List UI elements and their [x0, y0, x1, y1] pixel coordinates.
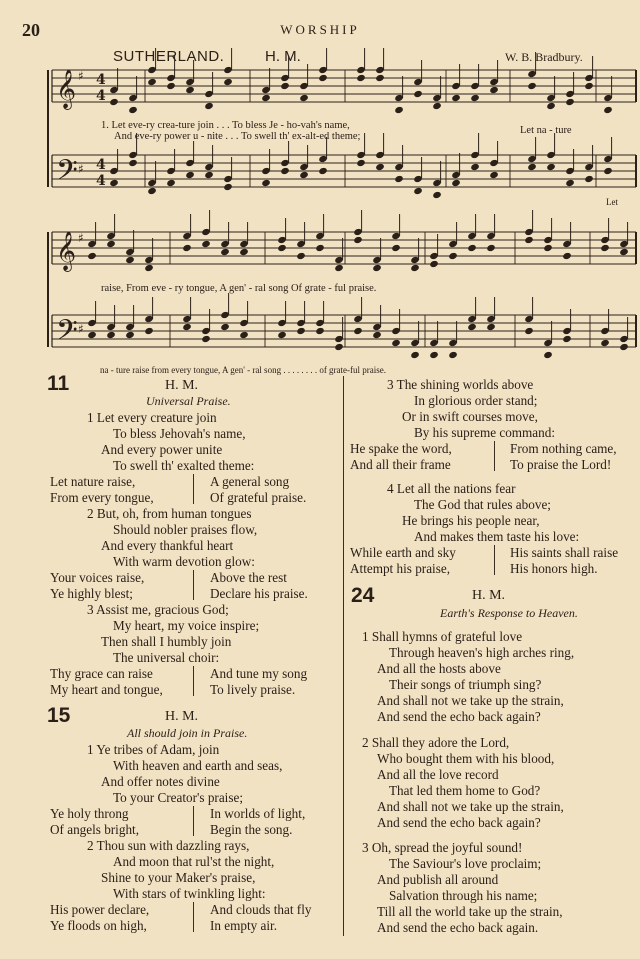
- hymn-line: 3 Assist me, gracious God;: [87, 602, 229, 617]
- hymn-line: To your Creator's praise;: [113, 790, 243, 805]
- hymn-line: Declare his praise.: [210, 586, 308, 601]
- note-head: [391, 244, 401, 252]
- hymn-line: To lively praise.: [210, 682, 296, 697]
- hymn-line: With stars of twinkling light:: [113, 886, 266, 901]
- note-head: [318, 74, 328, 82]
- hymn-line: And send the echo back again.: [377, 920, 539, 935]
- note-head: [166, 179, 176, 187]
- hymn-line: His honors high.: [510, 561, 598, 576]
- note-head: [562, 335, 572, 343]
- couplet-divider: [193, 806, 194, 836]
- hymn-line: Of grateful praise.: [210, 490, 307, 505]
- note-head: [413, 187, 423, 195]
- hymn-line: Let nature raise,: [50, 474, 136, 489]
- hymn-line: My heart and tongue,: [50, 682, 163, 697]
- note-head: [448, 252, 458, 260]
- hymn-line: He brings his people near,: [402, 513, 540, 528]
- hymn-line: And tune my song: [210, 666, 308, 681]
- hymn-line: Begin the song.: [210, 822, 293, 837]
- note-head: [565, 179, 575, 187]
- note-head: [87, 252, 97, 260]
- note-head: [467, 323, 477, 331]
- hymn-line: Ye holy throng: [50, 806, 129, 821]
- key-signature: ♯: [78, 322, 84, 336]
- note-head: [334, 343, 344, 351]
- hymn-meter: H. M.: [472, 588, 506, 603]
- hymn-line: And offer notes divine: [101, 774, 220, 789]
- hymn-line: His power declare,: [50, 902, 150, 917]
- hymn-line: Ye floods on high,: [50, 918, 147, 933]
- note-head: [128, 159, 138, 167]
- hymn-line: And every thankful heart: [101, 538, 234, 553]
- hymn-line: 1 Let every creature join: [87, 410, 217, 425]
- note-head: [356, 159, 366, 167]
- hymn-line: Salvation through his name;: [389, 888, 538, 903]
- note-head: [467, 244, 477, 252]
- note-head: [182, 244, 192, 252]
- tune-meter: H. M.: [265, 48, 301, 65]
- couplet-divider: [193, 474, 194, 504]
- note-head: [318, 167, 328, 175]
- note-head: [280, 82, 290, 90]
- note-head: [220, 248, 230, 256]
- note-head: [185, 86, 195, 94]
- hymn-line: The Saviour's love proclaim;: [389, 856, 542, 871]
- hymn-line: The universal choir:: [113, 650, 220, 665]
- hymn-line: My heart, my voice inspire;: [113, 618, 260, 633]
- hymn-line: Till all the world take up the strain,: [377, 904, 563, 919]
- note-head: [182, 323, 192, 331]
- score-lyrics-verse-a: 1. Let eve-ry crea-ture join . . . To bless Je - ho-vah's name,: [101, 120, 350, 131]
- hymn-line: From nothing came,: [510, 441, 617, 456]
- clef-symbol: 𝄢: [56, 154, 78, 194]
- couplet-divider: [193, 666, 194, 696]
- time-signature: 4: [96, 173, 106, 189]
- note-head: [261, 94, 271, 102]
- key-signature: ♯: [78, 231, 84, 245]
- note-head: [125, 256, 135, 264]
- note-head: [239, 248, 249, 256]
- hymn-line: With warm devotion glow:: [113, 554, 255, 569]
- score-lyrics-refrain: Let na - ture: [520, 125, 572, 136]
- note-head: [543, 244, 553, 252]
- hymn-line: Through heaven's high arches ring,: [389, 645, 575, 660]
- note-head: [334, 264, 344, 272]
- note-head: [125, 331, 135, 339]
- note-head: [524, 327, 534, 335]
- clef-symbol: 𝄞: [56, 69, 77, 109]
- note-head: [391, 339, 401, 347]
- hymn-line: And shall not we take up the strain,: [377, 799, 564, 814]
- note-head: [619, 343, 629, 351]
- note-head: [166, 82, 176, 90]
- note-head: [223, 183, 233, 191]
- note-head: [239, 331, 249, 339]
- couplet-divider: [494, 441, 495, 471]
- note-head: [353, 236, 363, 244]
- clef-symbol: 𝄢: [56, 314, 78, 354]
- hymn-line: And all their frame: [350, 457, 451, 472]
- note-head: [147, 187, 157, 195]
- key-signature: ♯: [78, 162, 84, 176]
- note-head: [223, 78, 233, 86]
- note-head: [565, 98, 575, 106]
- hymn-line: 2 Shall they adore the Lord,: [362, 735, 510, 750]
- note-head: [144, 264, 154, 272]
- hymn-line: Who bought them with his blood,: [377, 751, 555, 766]
- note-head: [106, 331, 116, 339]
- note-head: [87, 331, 97, 339]
- couplet-divider: [494, 545, 495, 575]
- note-head: [486, 323, 496, 331]
- hymn-line: With heaven and earth and seas,: [113, 758, 283, 773]
- note-head: [185, 171, 195, 179]
- note-head: [546, 102, 556, 110]
- hymn-line: To praise the Lord!: [510, 457, 612, 472]
- hymn-line: His saints shall raise: [510, 545, 619, 560]
- hymn-line: Your voices raise,: [50, 570, 145, 585]
- note-head: [375, 163, 385, 171]
- note-head: [315, 327, 325, 335]
- music-score: [0, 0, 640, 380]
- composer: W. B. Bradbury.: [505, 50, 583, 64]
- note-head: [280, 167, 290, 175]
- note-head: [486, 244, 496, 252]
- time-signature: 4: [96, 72, 106, 88]
- note-head: [109, 98, 119, 106]
- note-head: [543, 351, 553, 359]
- page-number: 20: [22, 20, 40, 40]
- note-head: [524, 236, 534, 244]
- hymn-line: And publish all around: [377, 872, 499, 887]
- note-head: [448, 351, 458, 359]
- hymn-line: That led them home to God?: [389, 783, 541, 798]
- note-head: [106, 240, 116, 248]
- hymn-line: In empty air.: [210, 918, 278, 933]
- note-head: [296, 327, 306, 335]
- hymn-line: Of angels bright,: [50, 822, 139, 837]
- note-head: [394, 175, 404, 183]
- hymn-line: 3 The shining worlds above: [387, 377, 534, 392]
- note-head: [600, 244, 610, 252]
- hymn-number: 24: [351, 584, 375, 607]
- note-head: [489, 171, 499, 179]
- hymn-line: And all the hosts above: [377, 661, 501, 676]
- note-head: [277, 331, 287, 339]
- score-bass-lyrics-line2: na - ture raise from every tongue, A gen' - ral song . . . . . . . . of grate-ful praise.: [100, 365, 387, 375]
- time-signature: 4: [96, 157, 106, 173]
- key-signature: ♯: [78, 69, 84, 83]
- note-head: [619, 248, 629, 256]
- hymn-line: 1 Ye tribes of Adam, join: [87, 742, 220, 757]
- note-head: [600, 339, 610, 347]
- note-head: [261, 179, 271, 187]
- hymn-line: And shall not we take up the strain,: [377, 693, 564, 708]
- note-head: [375, 74, 385, 82]
- hymn-line: 1 Shall hymns of grateful love: [362, 629, 523, 644]
- hymn-line: The God that rules above;: [414, 497, 551, 512]
- hymn-title: Universal Praise.: [146, 394, 231, 408]
- note-head: [527, 82, 537, 90]
- note-head: [432, 102, 442, 110]
- note-head: [109, 179, 119, 187]
- note-head: [410, 351, 420, 359]
- hymn-line: Ye highly blest;: [50, 586, 133, 601]
- note-head: [432, 191, 442, 199]
- note-head: [201, 240, 211, 248]
- note-head: [603, 106, 613, 114]
- hymn-line: Their songs of triumph sing?: [389, 677, 542, 692]
- hymn-line: He spake the word,: [350, 441, 452, 456]
- running-title: WORSHIP: [280, 22, 360, 37]
- note-head: [204, 102, 214, 110]
- note-head: [299, 94, 309, 102]
- note-head: [429, 260, 439, 268]
- hymn-number: 11: [47, 372, 70, 395]
- hymn-line: A general song: [210, 474, 290, 489]
- note-head: [144, 327, 154, 335]
- note-head: [527, 163, 537, 171]
- note-head: [220, 323, 230, 331]
- note-head: [413, 90, 423, 98]
- hymn-line: 2 Thou sun with dazzling rays,: [87, 838, 250, 853]
- note-head: [584, 82, 594, 90]
- hymn-line: Shine to your Maker's praise,: [101, 870, 256, 885]
- hymn-line: 2 But, oh, from human tongues: [87, 506, 252, 521]
- hymn-line: Above the rest: [210, 570, 287, 585]
- hymn-line: And all the love record: [377, 767, 499, 782]
- hymn-meter: H. M.: [165, 378, 199, 393]
- note-head: [204, 171, 214, 179]
- hymn-line: And send the echo back again?: [377, 815, 541, 830]
- hymn-line: To bless Jehovah's name,: [113, 426, 246, 441]
- note-head: [470, 163, 480, 171]
- hymn-line: By his supreme command:: [414, 425, 556, 440]
- couplet-divider: [193, 902, 194, 932]
- note-head: [394, 106, 404, 114]
- note-head: [562, 252, 572, 260]
- hymn-line: In worlds of light,: [210, 806, 306, 821]
- score-lyrics-verse-b: And eve-ry power u - nite . . . To swell th' ex-alt-ed theme;: [114, 131, 361, 142]
- note-head: [451, 179, 461, 187]
- note-head: [277, 244, 287, 252]
- hymn-line: Or in swift courses move,: [402, 409, 538, 424]
- column-divider: [343, 376, 344, 936]
- hymn-number: 15: [47, 704, 71, 727]
- couplet-divider: [193, 570, 194, 600]
- hymn-title: All should join in Praise.: [127, 726, 248, 740]
- note-head: [353, 327, 363, 335]
- tune-name: SUTHERLAND.: [113, 48, 225, 65]
- hymn-line: And makes them taste his love:: [414, 529, 580, 544]
- hymn-line: In glorious order stand;: [414, 393, 538, 408]
- score-bass-let: Let: [606, 197, 618, 207]
- hymn-line: 4 Let all the nations fear: [387, 481, 516, 496]
- hymn-meter: H. M.: [165, 709, 199, 724]
- hymn-line: And moon that rul'st the night,: [113, 854, 275, 869]
- hymn-line: And every power unite: [101, 442, 223, 457]
- clef-symbol: 𝄞: [56, 231, 77, 271]
- note-head: [201, 335, 211, 343]
- hymn-line: And send the echo back again?: [377, 709, 541, 724]
- note-head: [128, 106, 138, 114]
- note-head: [489, 86, 499, 94]
- note-head: [299, 171, 309, 179]
- note-head: [147, 78, 157, 86]
- note-head: [470, 94, 480, 102]
- hymn-line: From every tongue,: [50, 490, 154, 505]
- hymn-line: And clouds that fly: [210, 902, 312, 917]
- time-signature: 4: [96, 88, 106, 104]
- hymn-line: 3 Oh, spread the joyful sound!: [362, 840, 523, 855]
- note-head: [584, 175, 594, 183]
- hymn-line: To swell th' exalted theme:: [113, 458, 255, 473]
- note-head: [296, 252, 306, 260]
- score-lyrics-line2: raise, From eve - ry tongue, A gen' - ral song Of grate - ful praise.: [101, 283, 377, 294]
- hymn-line: Attempt his praise,: [350, 561, 450, 576]
- note-head: [356, 74, 366, 82]
- note-head: [372, 331, 382, 339]
- note-head: [546, 163, 556, 171]
- note-head: [603, 167, 613, 175]
- hymn-line: Should nobler praises flow,: [113, 522, 258, 537]
- hymn-line: While earth and sky: [350, 545, 456, 560]
- note-head: [410, 264, 420, 272]
- hymn-line: Thy grace can raise: [50, 666, 153, 681]
- hymn-title: Earth's Response to Heaven.: [440, 606, 578, 620]
- hymn-line: Then shall I humbly join: [101, 634, 232, 649]
- note-head: [451, 94, 461, 102]
- note-head: [372, 264, 382, 272]
- note-head: [429, 351, 439, 359]
- note-head: [315, 244, 325, 252]
